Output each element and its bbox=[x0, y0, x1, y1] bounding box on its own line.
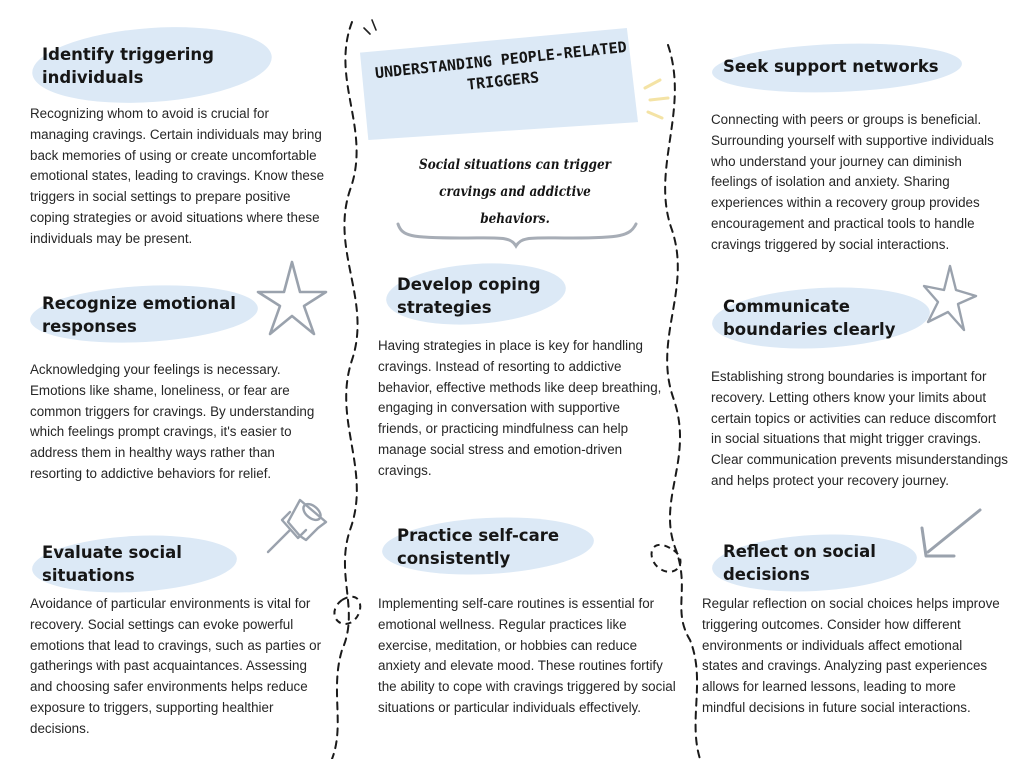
coping-heading: Develop coping strategies bbox=[397, 275, 541, 317]
star-icon bbox=[258, 262, 326, 334]
support-text: Connecting with peers or groups is beneficial. Surrounding yourself with supportive individuals who understand your journey can diminish feelings of isolation and anxiety. Sharing experiences within a recovery group provides encouragement and practical tools to handle cravings triggered by social interactions. bbox=[711, 112, 994, 252]
dashed-loop-left bbox=[334, 597, 360, 624]
dashed-loop-right bbox=[652, 545, 681, 572]
title-sparkle bbox=[364, 20, 376, 34]
arrow-icon bbox=[922, 510, 980, 556]
sparkle-icon bbox=[924, 266, 976, 330]
page-title: UNDERSTANDING PEOPLE-RELATED TRIGGERS bbox=[374, 37, 628, 94]
dashed-divider-left bbox=[332, 22, 358, 759]
boundaries-heading: Communicate boundaries clearly bbox=[723, 297, 896, 339]
selfcare-text: Implementing self-care routines is essential for emotional wellness. Regular practices like exercise, meditation, or hobbies can reduce anxiety and elevate mood. These routines fortify the ability to cope with cravings triggered by social situations or particular individuals effectively. bbox=[378, 596, 676, 715]
identify-heading: Identify triggering individuals bbox=[42, 45, 214, 87]
title-rays bbox=[645, 80, 668, 118]
boundaries-text: Establishing strong boundaries is important for recovery. Letting others know your limits about certain topics or activities can reduce discomfort in social situations that might trigger cravings. Clear communication prevents misunderstandings and helps protect your recovery journey. bbox=[711, 369, 1008, 488]
emotional-text: Acknowledging your feelings is necessary. Emotions like shame, loneliness, or fear are common triggers for cravings. By understanding which feelings prompt cravings, it's easier to address them in healthy ways rather than resorting to addictive behaviors for relief. bbox=[30, 362, 315, 481]
reflect-heading: Reflect on social decisions bbox=[723, 542, 876, 584]
selfcare-heading: Practice self-care consistently bbox=[397, 526, 560, 568]
coping-text: Having strategies in place is key for handling cravings. Instead of resorting to addictive behavior, effective methods like deep breathing, engaging in conversation with supportive friends, or practicing mindfulness can help manage social stress and emotion-driven cravings. bbox=[378, 338, 662, 478]
identify-text: Recognizing whom to avoid is crucial for managing cravings. Certain individuals may bring back memories of using or create uncomfortable emotional states, leading to cravings. Know these triggers in social settings to prepare positive coping strategies or avoid situations where these individuals may be present. bbox=[30, 106, 325, 246]
push-pin-icon bbox=[268, 500, 326, 552]
emotional-heading: Recognize emotional responses bbox=[42, 294, 236, 336]
support-heading: Seek support networks bbox=[723, 57, 939, 76]
reflect-text: Regular reflection on social choices helps improve triggering outcomes. Consider how different environments or individuals affect emotional states and cravings. Analyzing past experiences allows for learned lessons, leading to more mindful decisions in future social interactions. bbox=[702, 596, 1000, 715]
evaluate-heading: Evaluate social situations bbox=[42, 543, 182, 585]
page-subtitle: Social situations can trigger cravings and addictive behaviors. bbox=[419, 157, 611, 227]
evaluate-text: Avoidance of particular environments is vital for recovery. Social settings can evoke powerful emotions that lead to cravings, such as parties or gatherings with past acquaintances. Assessing and choosing safer environments helps reduce exposure to triggers, supporting healthier decisions. bbox=[30, 596, 322, 736]
